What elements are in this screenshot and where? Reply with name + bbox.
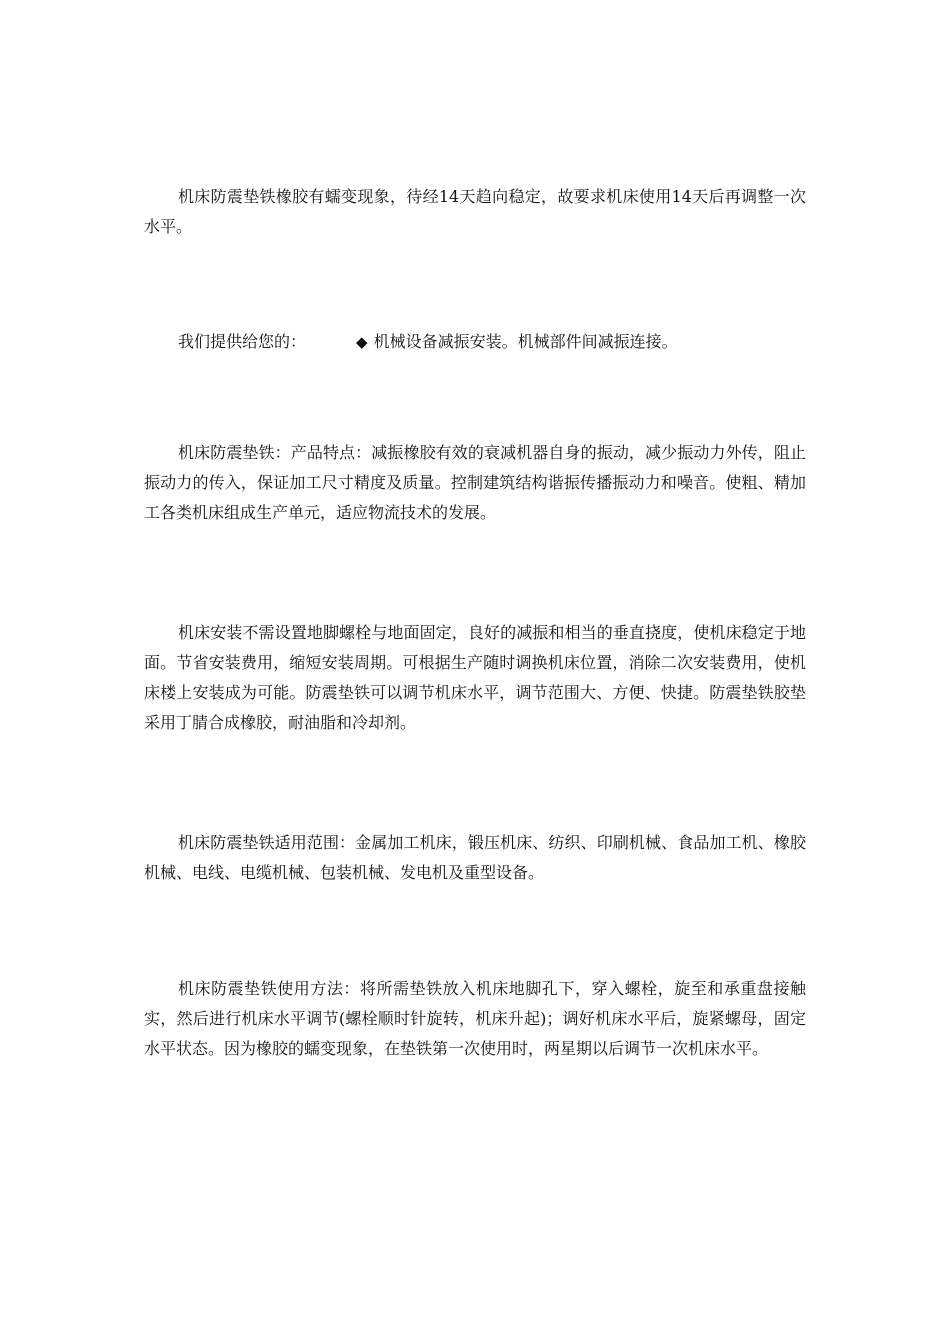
diamond-bullet-icon: ◆ bbox=[356, 333, 368, 351]
paragraph-services bbox=[144, 327, 806, 357]
paragraph-usage-method: 机床防震垫铁使用方法：将所需垫铁放入机床地脚孔下，穿入螺栓，旋至和承重盘接触实，然后进行机床水平调节(螺栓顺时针旋转，机床升起)；调好机床水平后，旋紧螺母，固定水平状态。因为橡胶的蠕变现象，在垫铁第一次使用时，两星期以后调节一次机床水平。 bbox=[144, 979, 806, 1058]
paragraph-application-scope: 机床防震垫铁适用范围：金属加工机床，锻压机床、纺织、印刷机械、食品加工机、橡胶机械、电线、电缆机械、包装机械、发电机及重型设备。 bbox=[144, 833, 806, 882]
services-text: 机械设备减振安装。机械部件间减振连接。 bbox=[373, 332, 678, 351]
services-prefix: 我们提供给您的： bbox=[178, 332, 307, 351]
paragraph-creep-note: 机床防震垫铁橡胶有蠕变现象，待经14天趋向稳定，故要求机床使用14天后再调整一次水平。 bbox=[144, 187, 806, 236]
paragraph-installation: 机床安装不需设置地脚螺栓与地面固定，良好的减振和相当的垂直挠度，使机床稳定于地面。节省安装费用，缩短安装周期。可根据生产随时调换机床位置，消除二次安装费用，使机床楼上安装成为可能。防震垫铁可以调节机床水平，调节范围大、方便、快捷。防震垫铁胶垫采用丁腈合成橡胶，耐油脂和冷却剂。 bbox=[144, 623, 806, 732]
paragraph-product-features: 机床防震垫铁：产品特点：减振橡胶有效的衰减机器自身的振动，减少振动力外传，阻止振动力的传入，保证加工尺寸精度及质量。控制建筑结构谐振传播振动力和噪音。使粗、精加工各类机床组成生产单元，适应物流技术的发展。 bbox=[144, 443, 806, 522]
